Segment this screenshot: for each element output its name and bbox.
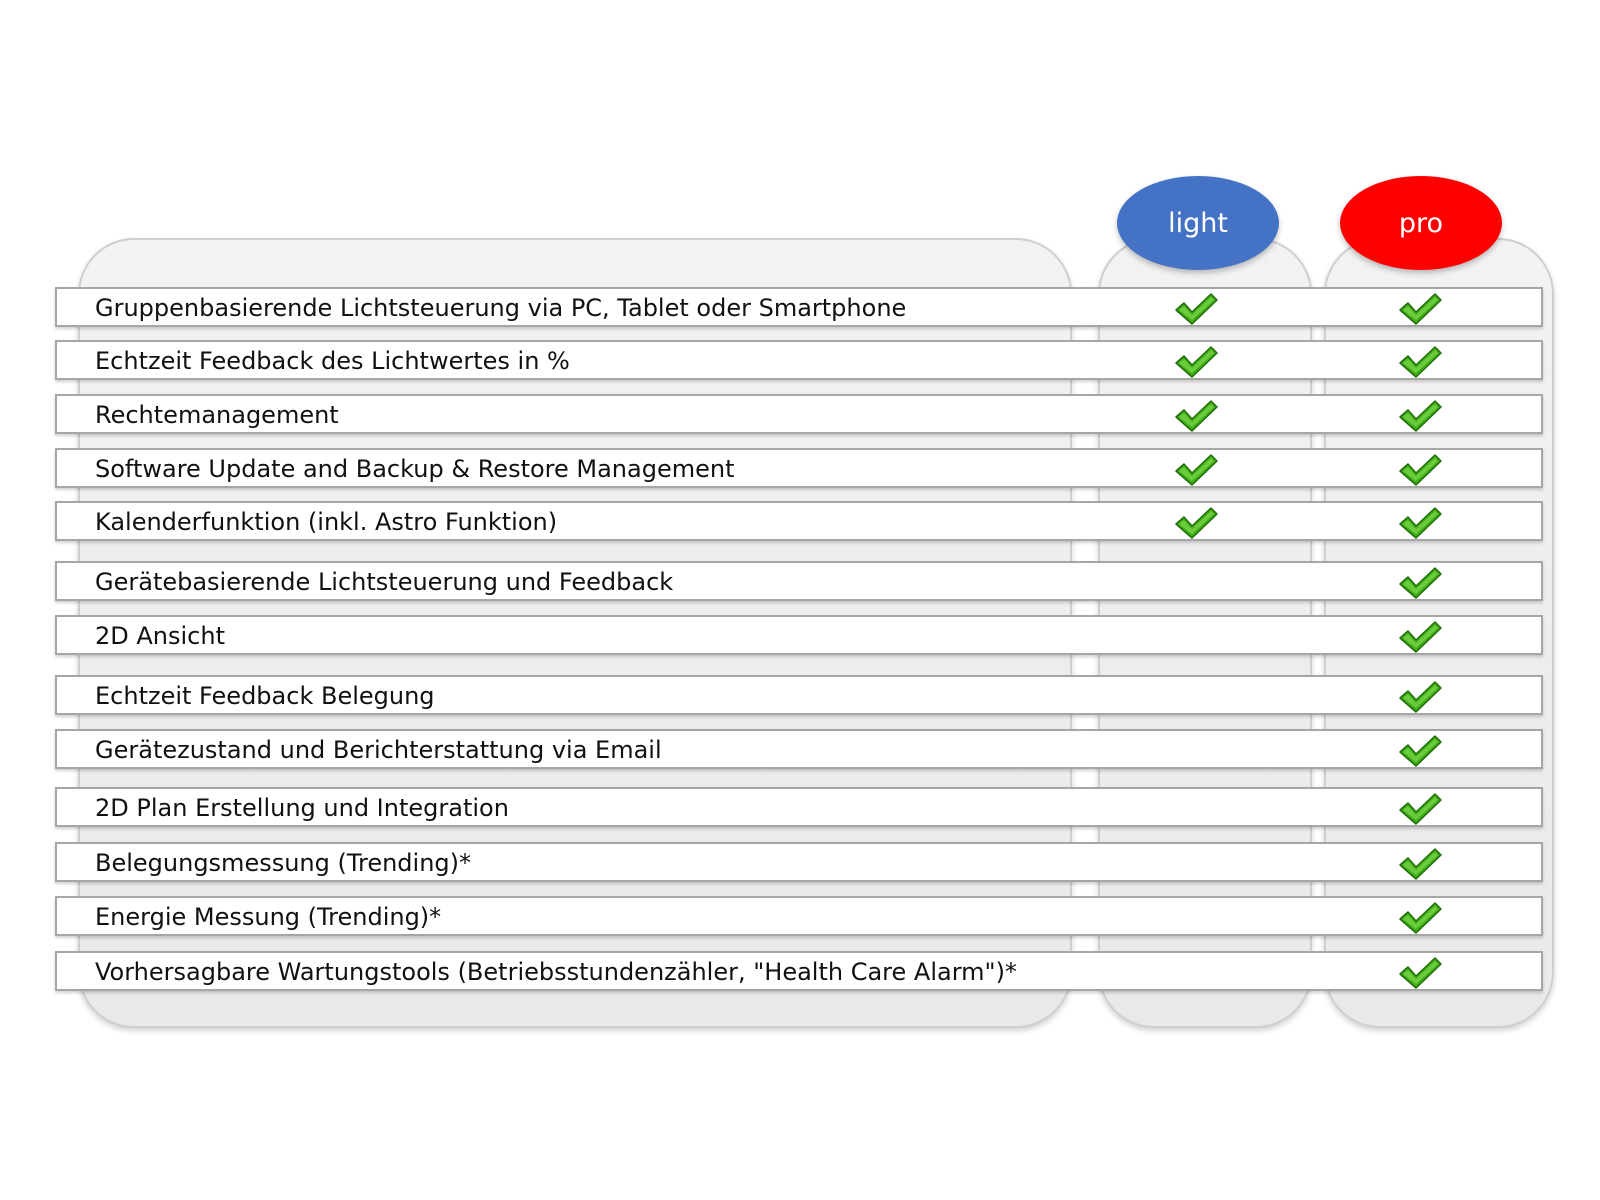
feature-row <box>55 394 1543 434</box>
feature-row <box>55 842 1543 882</box>
check-mark-icon <box>1397 398 1443 434</box>
check-mark-icon <box>1397 733 1443 769</box>
check-mark-icon <box>1397 291 1443 327</box>
feature-row <box>55 729 1543 769</box>
pro-column-header: pro <box>1340 176 1502 270</box>
check-mark-icon <box>1397 505 1443 541</box>
feature-label: 2D Plan Erstellung und Integration <box>95 794 509 822</box>
feature-label: Kalenderfunktion (inkl. Astro Funktion) <box>95 508 558 536</box>
feature-row <box>55 675 1543 715</box>
check-mark-icon <box>1173 452 1219 488</box>
check-mark-icon <box>1397 900 1443 936</box>
feature-row <box>55 448 1543 488</box>
light-column-header: light <box>1117 176 1279 270</box>
feature-label: 2D Ansicht <box>95 622 225 650</box>
feature-label: Echtzeit Feedback des Lichtwertes in % <box>95 347 570 375</box>
feature-row <box>55 501 1543 541</box>
check-mark-icon <box>1397 955 1443 991</box>
feature-row <box>55 287 1543 327</box>
feature-label: Energie Messung (Trending)* <box>95 903 442 931</box>
feature-label: Echtzeit Feedback Belegung <box>95 682 435 710</box>
check-mark-icon <box>1397 619 1443 655</box>
check-mark-icon <box>1397 846 1443 882</box>
check-mark-icon <box>1173 344 1219 380</box>
feature-row <box>55 615 1543 655</box>
feature-row <box>55 340 1543 380</box>
check-mark-icon <box>1173 291 1219 327</box>
feature-label: Vorhersagbare Wartungstools (Betriebsstundenzähler, "Health Care Alarm")* <box>95 958 1017 986</box>
feature-label: Gruppenbasierende Lichtsteuerung via PC, Tablet oder Smartphone <box>95 294 907 322</box>
feature-label: Gerätebasierende Lichtsteuerung und Feedback <box>95 568 674 596</box>
check-mark-icon <box>1173 505 1219 541</box>
feature-label: Belegungsmessung (Trending)* <box>95 849 472 877</box>
feature-row <box>55 561 1543 601</box>
feature-label: Software Update and Backup & Restore Management <box>95 455 735 483</box>
check-mark-icon <box>1397 452 1443 488</box>
feature-label: Gerätezustand und Berichterstattung via Email <box>95 736 662 764</box>
check-mark-icon <box>1397 344 1443 380</box>
feature-label: Rechtemanagement <box>95 401 339 429</box>
check-mark-icon <box>1397 679 1443 715</box>
check-mark-icon <box>1397 791 1443 827</box>
check-mark-icon <box>1173 398 1219 434</box>
feature-row <box>55 896 1543 936</box>
check-mark-icon <box>1397 565 1443 601</box>
feature-row <box>55 951 1543 991</box>
feature-row <box>55 787 1543 827</box>
